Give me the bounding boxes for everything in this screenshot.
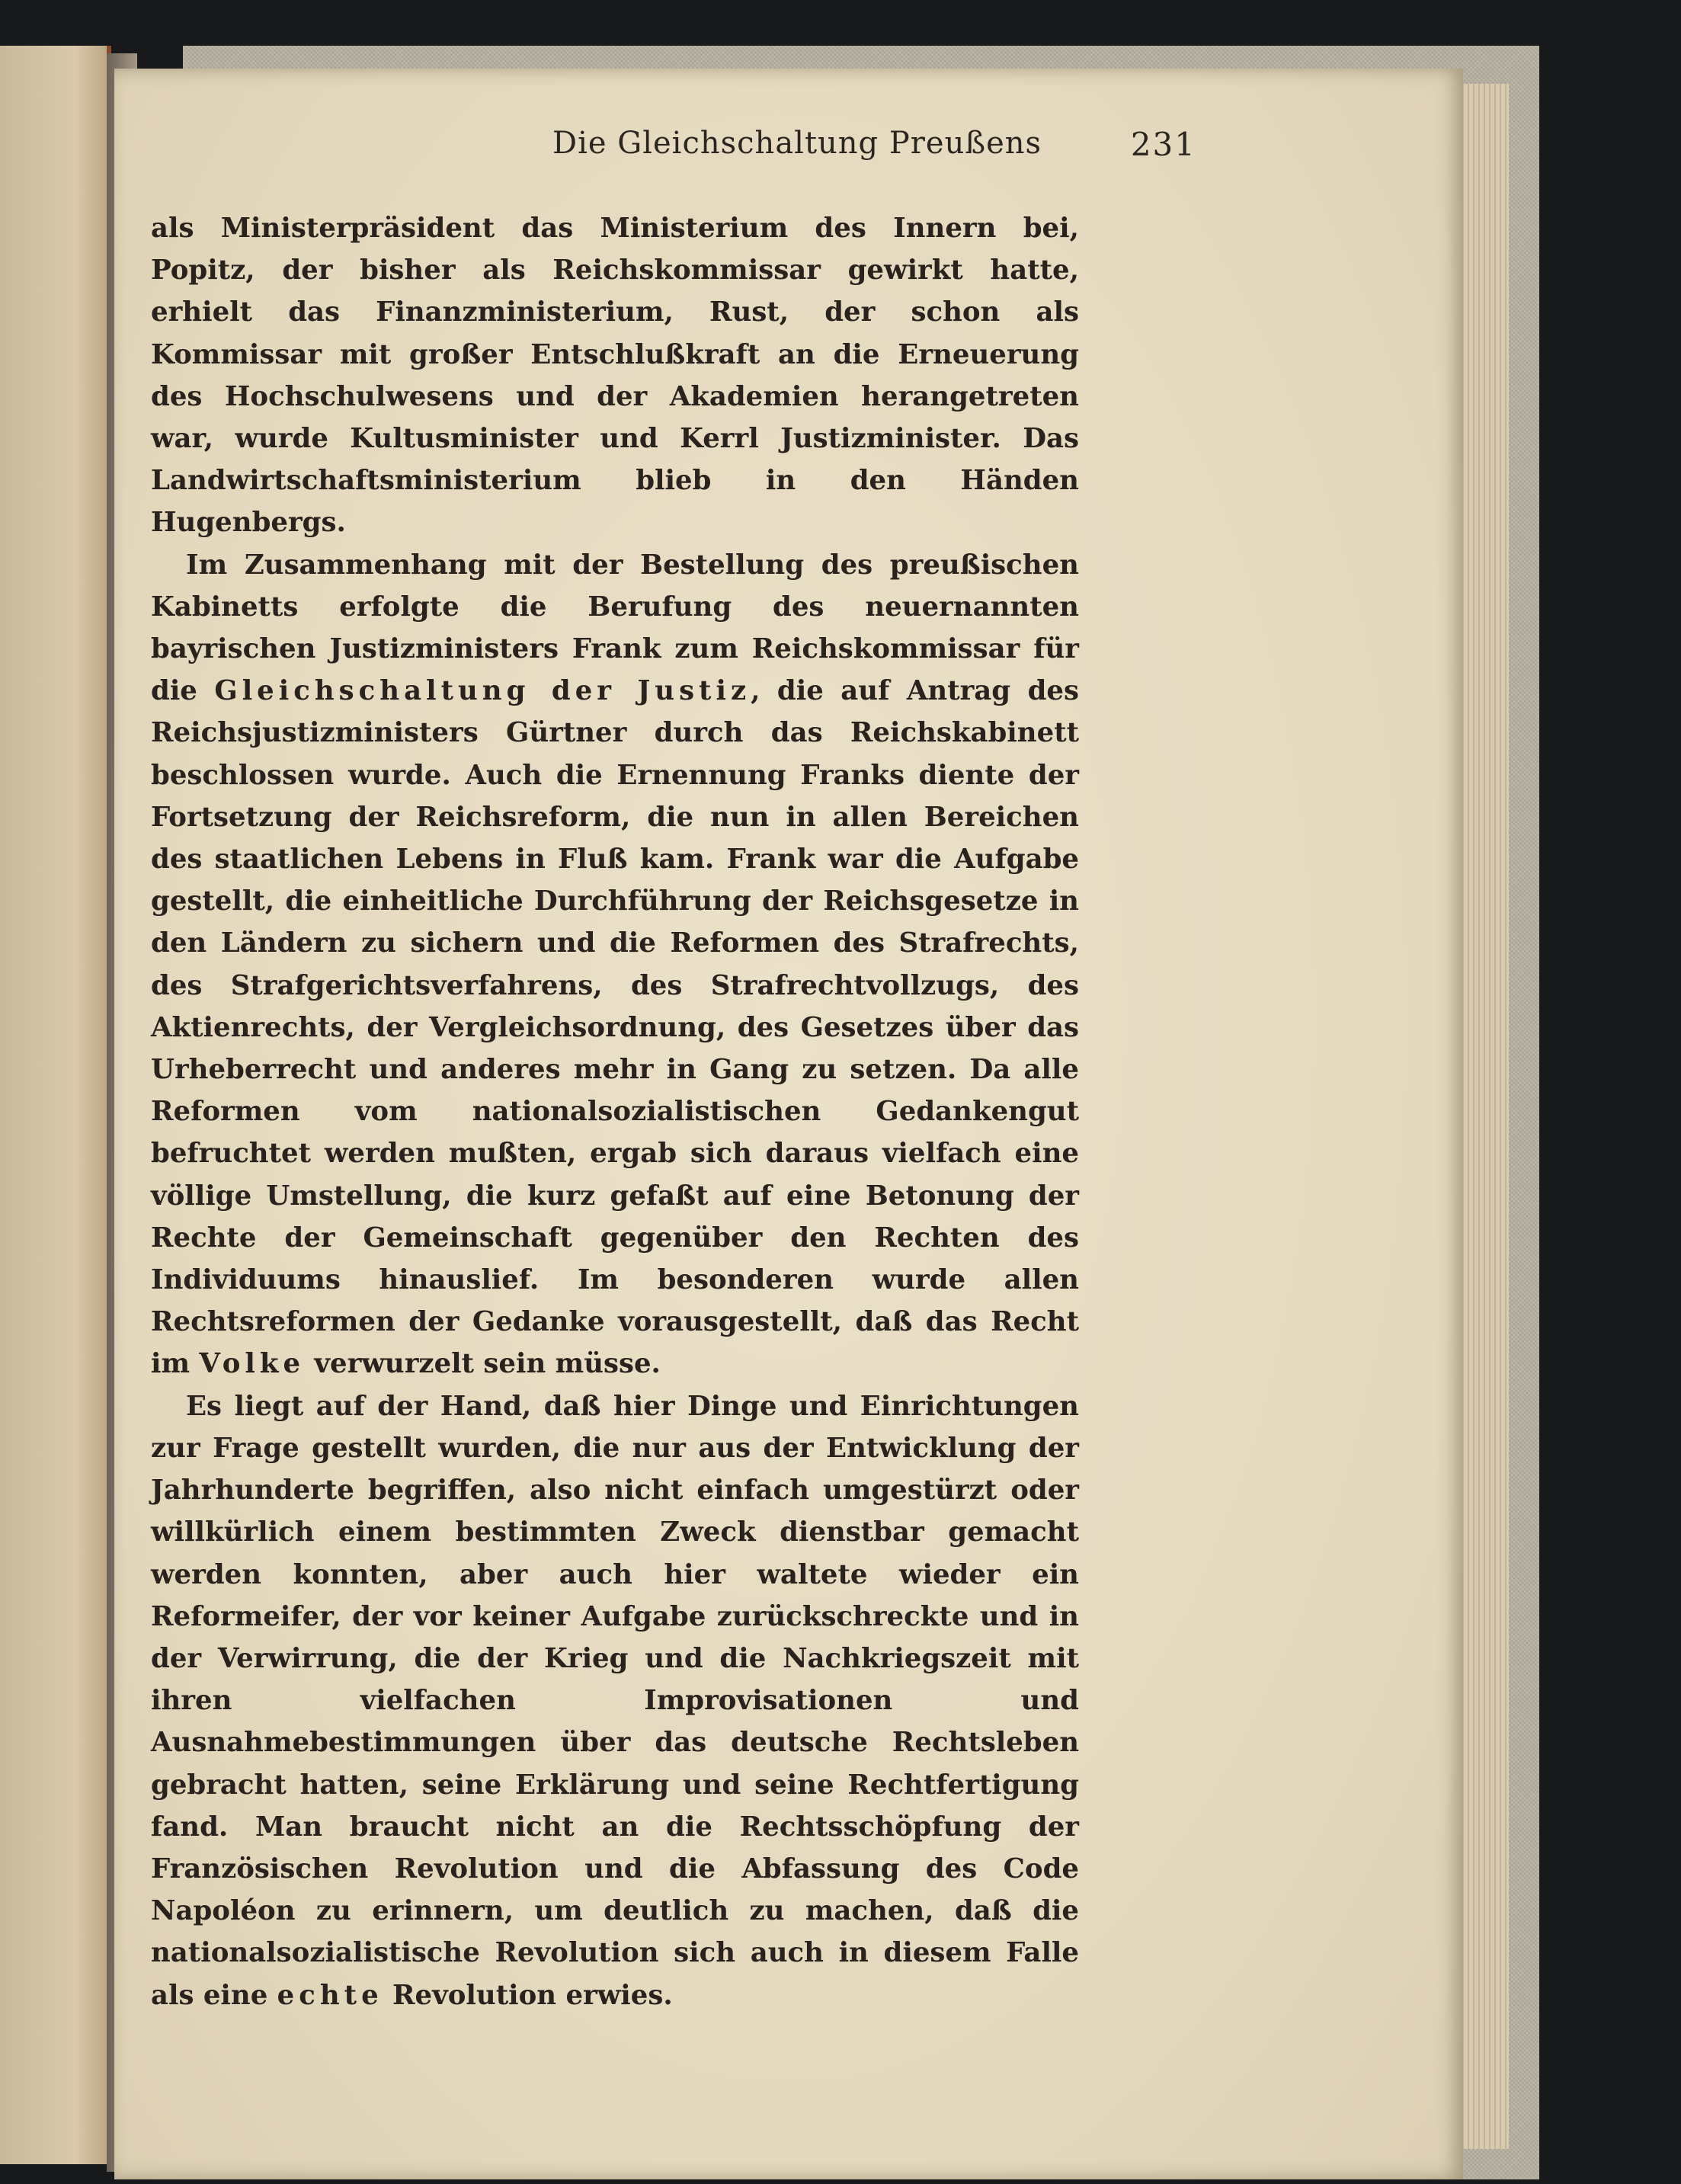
emphasis-spaced: Volke xyxy=(199,1348,306,1380)
paragraph-3 xyxy=(151,1385,1079,2016)
text-segment: Im Zusammenhang mit der Bestellung des preußischen Kabinetts erfolgte die Berufung des neuernannten bayrischen Justizministers Frank zum Reichskommissar für die xyxy=(151,549,1079,707)
text-segment: Revolution erwies. xyxy=(383,1979,673,2011)
text-segment: , die auf Antrag des Reichsjustizministers Gürtner durch das Reichskabinett beschlossen wurde. Auch die Ernennung Franks diente der Fortsetzung der Reichsreform, die nun in allen Bereichen des staatlichen Lebens in Fluß kam. Frank war die Aufgabe gestellt, die einheitliche Durchführung der Reichsgesetze in den Ländern zu sichern und die Reformen des Strafrechts, des Strafgerichtsverfahrens, des Strafrechtvollzugs, des Aktienrechts, der Vergleichsordnung, des Gesetzes über das Urheberrecht und anderes mehr in Gang zu setzen. Da alle Reformen vom nationalsozialistischen Gedankengut befruchtet werden mußten, ergab sich daraus vielfach eine völlige Umstellung, die kurz gefaßt auf eine Betonung der Rechte der Gemeinschaft gegenüber den Rechten des Individuums hinauslief. Im besonderen wurde allen Rechtsreformen der Gedanke vorausgestellt, daß das Recht im xyxy=(151,675,1079,1380)
text-segment: verwurzelt sein müsse. xyxy=(305,1348,661,1380)
text-segment: als Ministerpräsident das Ministerium des Innern bei, Popitz, der bisher als Reichskommissar gewirkt hatte, erhielt das Finanzministerium, Rust, der schon als Kommissar mit großer Entschlußkraft an die Erneuerung des Hochschulwesens und der Akademien herangetreten war, wurde Kultusminister und Kerrl Justizminister. Das Landwirtschaftsministerium blieb in den Händen Hugenbergs. xyxy=(151,213,1079,539)
facing-page-edge xyxy=(0,46,111,2164)
paragraph-1 xyxy=(151,207,1079,544)
running-head xyxy=(271,126,1196,179)
body-text xyxy=(151,207,1079,2016)
emphasis-spaced: Gleichschaltung der Justiz xyxy=(214,675,751,707)
emphasis-spaced: echte xyxy=(277,1979,383,2011)
text-segment: Es liegt auf der Hand, daß hier Dinge und Einrichtungen zur Frage gestellt wurden, die nur aus der Entwicklung der Jahrhunderte begriffen, also nicht einfach umgestürzt oder willkürlich einem bestimmten Zweck dienstbar gemacht werden konnten, aber auch hier waltete wieder ein Reformeifer, der vor keiner Aufgabe zurückschreckte und in der Verwirrung, die der Krieg und die Nachkriegszeit mit ihren vielfachen Improvisationen und Ausnahmebestimmungen über das deutsche Rechtsleben gebracht hatten, seine Erklärung und seine Rechtfertigung fand. Man braucht nicht an die Rechtsschöpfung der Französischen Revolution und die Abfassung des Code Napoléon zu erinnern, um deutlich zu machen, daß die nationalsozialistische Revolution sich auch in diesem Falle als eine xyxy=(151,1390,1079,2011)
page-number: 231 xyxy=(1130,126,1196,163)
paragraph-2 xyxy=(151,544,1079,1385)
running-title: Die Gleichschaltung Preußens xyxy=(552,126,1042,161)
